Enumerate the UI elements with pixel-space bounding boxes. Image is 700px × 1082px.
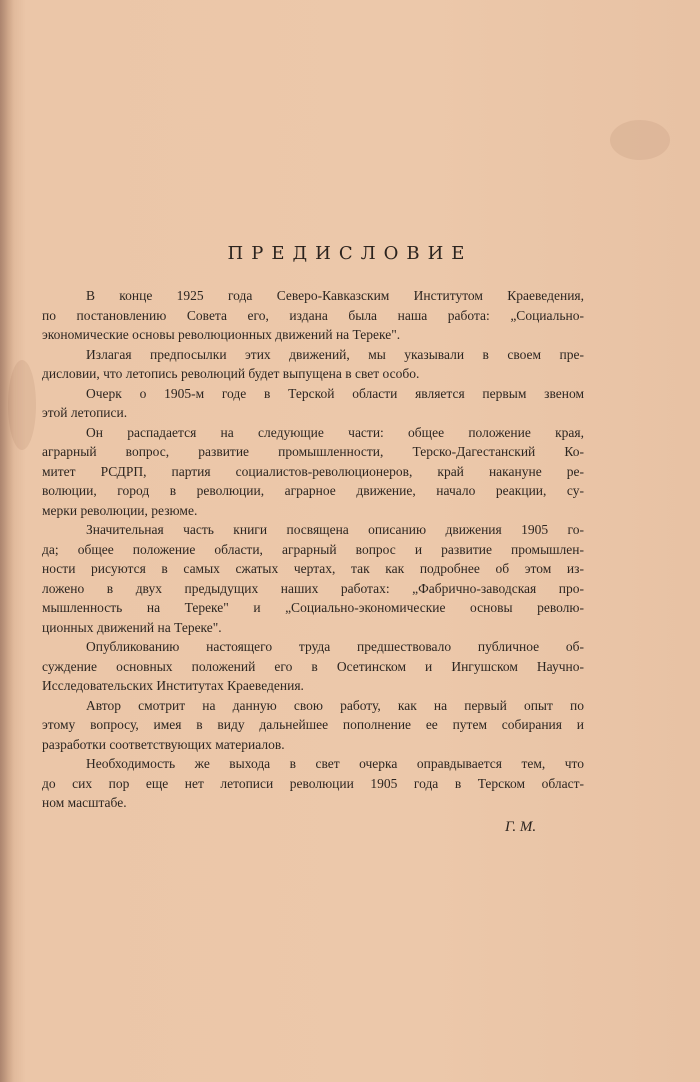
text-line: митет РСДРП, партия социалистов-революционеров, край накануне ре- xyxy=(42,463,584,479)
text-line: аграрный вопрос, развитие промышленности, Терско-Дагестанский Ко- xyxy=(42,444,584,459)
paragraph xyxy=(42,520,584,637)
paragraph xyxy=(42,423,584,521)
paragraph xyxy=(42,345,584,384)
text-line: Значительная часть книги посвящена описанию движения 1905 го- xyxy=(86,522,584,537)
text-line: Автор смотрит на данную свою работу, как на первый опыт по xyxy=(86,697,584,713)
text-line: мышленность на Тереке" и „Социально-экономические основы револю- xyxy=(42,600,584,615)
paper-stain xyxy=(610,120,670,160)
text-line: дисловии, что летопись революций будет выпущена в свет особо. xyxy=(42,366,420,381)
text-line: Необходимость же выхода в свет очерка оправдывается тем, что xyxy=(86,756,584,771)
text-line: Очерк о 1905-м годе в Терской области является первым звеном xyxy=(86,385,584,401)
paragraph xyxy=(42,696,584,755)
text-line: мерки революции, резюме. xyxy=(42,502,198,518)
paragraph xyxy=(42,754,584,813)
paragraph xyxy=(42,286,584,345)
page-fold-shadow xyxy=(0,0,14,1082)
text-line: ном масштабе. xyxy=(42,795,127,810)
text-line: да; общее положение области, аграрный вопрос и развитие промышлен- xyxy=(42,541,584,557)
paper-stain xyxy=(8,360,36,450)
text-line: этому вопросу, имея в виду дальнейшее пополнение ее путем собирания и xyxy=(42,717,584,732)
preface-text xyxy=(42,286,584,813)
text-line: ности рисуются в самых сжатых чертах, так как подробнее об этом из- xyxy=(42,561,584,576)
text-line: экономические основы революционных движений на Тереке". xyxy=(42,327,401,342)
text-line: ционных движений на Тереке". xyxy=(42,619,222,635)
text-line: по постановлению Совета его, издана была наша работа: „Социально- xyxy=(42,307,584,323)
text-line: Излагая предпосылки этих движений, мы указывали в своем пре- xyxy=(86,346,584,362)
text-line: волюции, город в революции, аграрное движение, начало реакции, су- xyxy=(42,483,584,498)
text-line: разработки соответствующих материалов. xyxy=(42,736,285,752)
text-line: Он распадается на следующие части: общее положение края, xyxy=(86,424,584,440)
text-line: суждение основных положений его в Осетинском и Ингушском Научно- xyxy=(42,658,584,674)
text-line: этой летописи. xyxy=(42,405,128,420)
text-line: до сих пор еще нет летописи революции 1905 года в Терском област- xyxy=(42,775,584,791)
paragraph xyxy=(42,637,584,696)
text-line: В конце 1925 года Северо-Кавказским Институтом Краеведения, xyxy=(86,288,584,303)
author-signature: Г. М. xyxy=(505,819,537,835)
page-title: ПРЕДИСЛОВИЕ xyxy=(227,243,473,264)
text-line: Опубликованию настоящего труда предшествовало публичное об- xyxy=(86,639,584,654)
text-line: ложено в двух предыдущих наших работах: „Фабрично-заводская про- xyxy=(42,580,584,596)
text-line: Исследовательских Институтах Краеведения. xyxy=(42,678,304,693)
paragraph xyxy=(42,384,584,423)
